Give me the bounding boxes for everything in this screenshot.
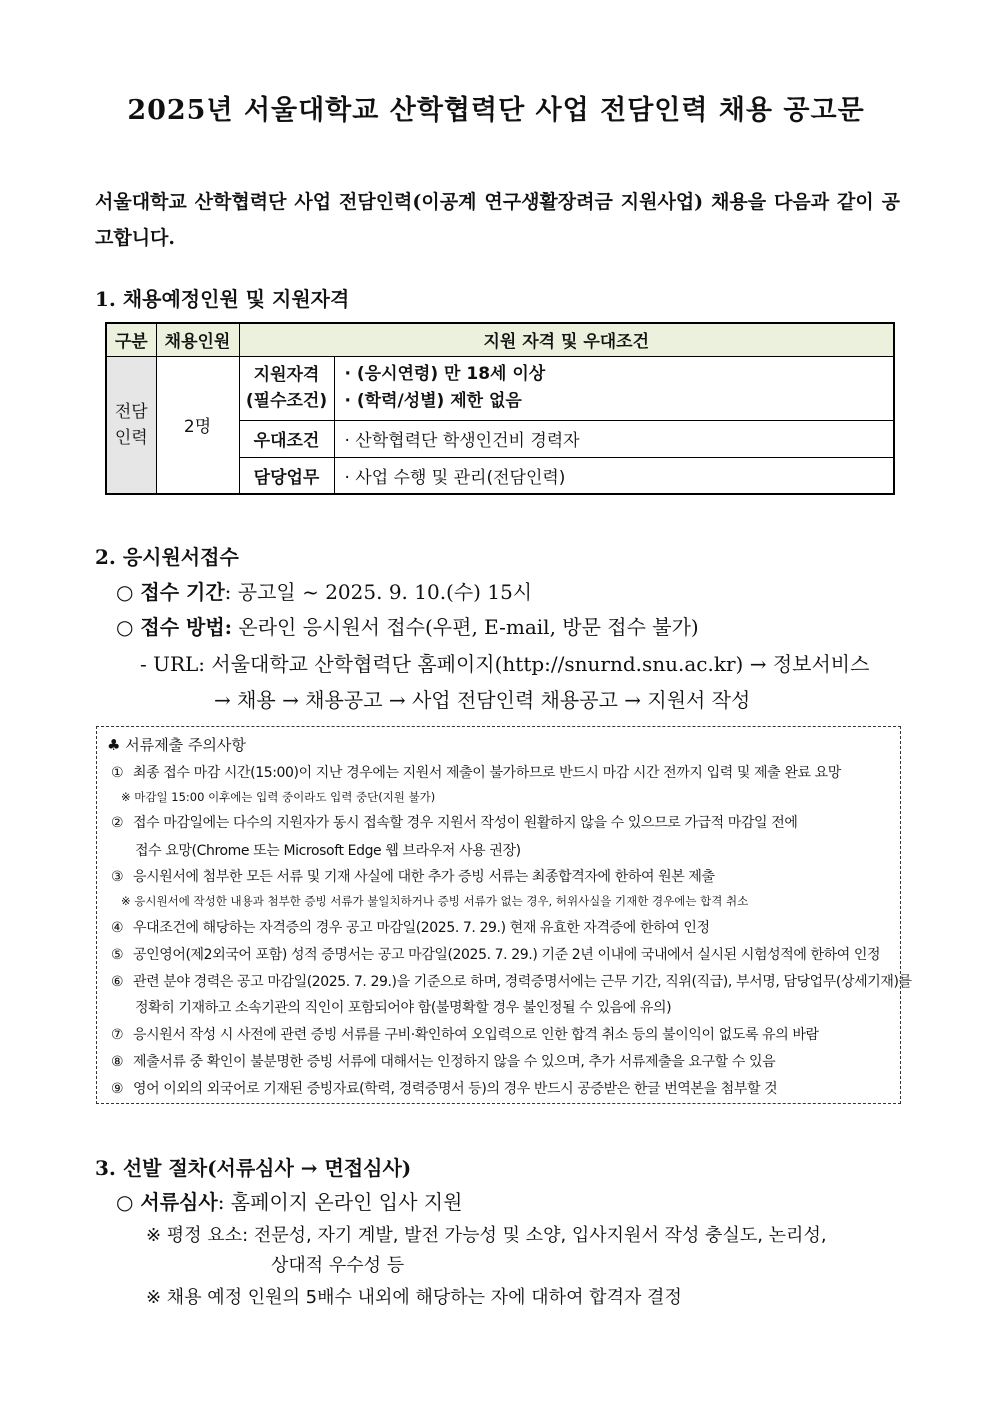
notice-sub: ※ 응시원서에 작성한 내용과 첨부한 증빙 서류가 불일치하거나 증빙 서류가 없는 경우, 허위사실을 기재한 경우에는 합격 취소 bbox=[121, 894, 749, 908]
notice-number: ④ bbox=[111, 920, 124, 936]
period-value: : 공고일 ~ 2025. 9. 10.(수) 15시 bbox=[224, 580, 533, 604]
method-label: ○ 접수 방법: bbox=[116, 615, 233, 639]
notice-item bbox=[111, 944, 896, 964]
row-label-preference: 우대조건 bbox=[239, 420, 334, 457]
notice-item bbox=[111, 1024, 896, 1044]
intro-paragraph: 서울대학교 산학협력단 사업 전담인력(이공계 연구생활장려금 지원사업) 채용을 다음과 같이 공고합니다. bbox=[95, 191, 900, 249]
notice-box bbox=[96, 726, 912, 1104]
notice-text: 응시원서에 첨부한 모든 서류 및 기재 사실에 대한 추가 증빙 서류는 최종합격자에 한하여 원본 제출 bbox=[133, 869, 715, 885]
notice-text: 공인영어(제2외국어 포함) 성적 증명서는 공고 마감일(2025. 7. 29.) 기준 2년 이내에 국내에서 실시된 시험성적에 한하여 인정 bbox=[133, 947, 881, 963]
notice-item bbox=[111, 866, 896, 886]
notice-number: ⑥ bbox=[111, 974, 124, 990]
notice-item bbox=[111, 1078, 896, 1098]
notice-item bbox=[111, 971, 912, 991]
notice-number: ③ bbox=[111, 869, 124, 885]
section2-heading: 2. 응시원서접수 bbox=[95, 545, 239, 569]
notice-continuation: 접수 요망(Chrome 또는 Microsoft Edge 웹 브라우저 사용 권장) bbox=[135, 843, 521, 859]
section1-heading: 1. 채용예정인원 및 지원자격 bbox=[95, 287, 350, 311]
notice-number: ⑤ bbox=[111, 947, 124, 963]
row-label-qualification: 지원자격 (필수조건) bbox=[239, 356, 334, 420]
doc-review-label: ○ 서류심사 bbox=[116, 1190, 218, 1214]
duty-description: · 사업 수행 및 관리(전담인력) bbox=[334, 457, 894, 494]
notice-item bbox=[111, 917, 896, 937]
notice-number: ⑨ bbox=[111, 1081, 124, 1097]
page-title: 2025년 서울대학교 산학협력단 사업 전담인력 채용 공고문 bbox=[127, 95, 865, 126]
notice-text: 영어 이외의 외국어로 기재된 증빙자료(학력, 경력증명서 등)의 경우 반드시 공증받은 한글 번역본을 첨부할 것 bbox=[133, 1081, 778, 1097]
notice-item bbox=[111, 812, 896, 832]
requirements-table bbox=[105, 322, 895, 495]
period-label: ○ 접수 기간 bbox=[116, 580, 225, 604]
notice-number: ① bbox=[111, 765, 124, 781]
notice-item bbox=[111, 1051, 896, 1071]
notice-number: ⑧ bbox=[111, 1054, 124, 1070]
eval-line-1: ※ 평정 요소: 전문성, 자기 계발, 발전 가능성 및 소양, 입사지원서 작성 충실도, 논리성, bbox=[146, 1225, 827, 1246]
category-cell: 전담 인력 bbox=[106, 356, 156, 494]
notice-number: ② bbox=[111, 815, 124, 831]
eval-line-2: 상대적 우수성 등 bbox=[271, 1255, 405, 1276]
section3-heading: 3. 선발 절차(서류심사 → 면접심사) bbox=[95, 1156, 412, 1180]
header-conditions: 지원 자격 및 우대조건 bbox=[239, 323, 894, 356]
notice-text: 관련 분야 경력은 공고 마감일(2025. 7. 29.)을 기준으로 하며, 경력증명서에는 근무 기간, 직위(직급), 부서명, 담당업무(상세기재)를 bbox=[133, 974, 912, 990]
notice-number: ⑦ bbox=[111, 1027, 124, 1043]
notice-text: 제출서류 중 확인이 불분명한 증빙 서류에 대해서는 인정하지 않을 수 있으며, 추가 서류제출을 요구할 수 있음 bbox=[133, 1054, 776, 1070]
qualification-conditions bbox=[334, 356, 894, 420]
notice-item bbox=[111, 762, 896, 782]
row-label-duty: 담당업무 bbox=[239, 457, 334, 494]
header-count: 채용인원 bbox=[156, 323, 239, 356]
notice-title: ♣ 서류제출 주의사항 bbox=[107, 736, 246, 754]
pass-line: ※ 채용 예정 인원의 5배수 내외에 해당하는 자에 대하여 합격자 결정 bbox=[146, 1287, 682, 1308]
condition-education: · (학력/성별) 제한 없음 bbox=[344, 391, 522, 411]
period-line bbox=[116, 576, 532, 605]
header-category: 구분 bbox=[106, 323, 156, 356]
notice-text: 최종 접수 마감 시간(15:00)이 지난 경우에는 지원서 제출이 불가하므로 반드시 마감 시간 전까지 입력 및 제출 완료 요망 bbox=[133, 765, 841, 781]
method-value: 온라인 응시원서 접수(우편, E-mail, 방문 접수 불가) bbox=[232, 615, 699, 639]
count-cell: 2명 bbox=[156, 356, 239, 494]
doc-review-line bbox=[116, 1186, 462, 1215]
method-line bbox=[116, 611, 699, 640]
notice-text: 접수 마감일에는 다수의 지원자가 동시 접속할 경우 지원서 작성이 원활하지 않을 수 있으므로 가급적 마감일 전에 bbox=[133, 815, 798, 831]
notice-text: 응시원서 작성 시 사전에 관련 증빙 서류를 구비·확인하여 오입력으로 인한 합격 취소 등의 불이익이 없도록 유의 바람 bbox=[133, 1027, 819, 1043]
preference-condition: · 산학협력단 학생인건비 경력자 bbox=[334, 420, 894, 457]
notice-text: 우대조건에 해당하는 자격증의 경우 공고 마감일(2025. 7. 29.) 현재 유효한 자격증에 한하여 인정 bbox=[133, 920, 710, 936]
doc-review-value: : 홈페이지 온라인 입사 지원 bbox=[217, 1190, 463, 1214]
notice-sub: ※ 마감일 15:00 이후에는 입력 중이라도 입력 중단(지원 불가) bbox=[121, 790, 436, 804]
url-line-2: → 채용 → 채용공고 → 사업 전담인력 채용공고 → 지원서 작성 bbox=[214, 688, 751, 712]
notice-continuation: 정확히 기재하고 소속기관의 직인이 포함되어야 함(불명확할 경우 불인정될 수 있음에 유의) bbox=[135, 1000, 672, 1016]
condition-age: · (응시연령) 만 18세 이상 bbox=[344, 364, 546, 384]
url-line-1: - URL: 서울대학교 산학협력단 홈페이지(http://snurnd.snu.ac.kr) → 정보서비스 bbox=[140, 652, 870, 676]
